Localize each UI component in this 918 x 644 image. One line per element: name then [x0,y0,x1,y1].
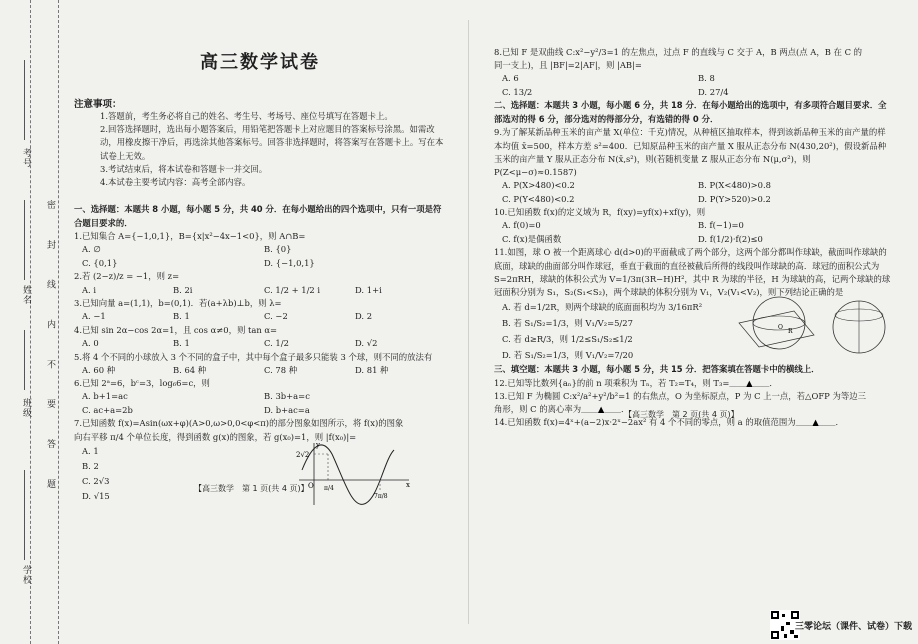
question-7-line-2: 向右平移 π/4 个单位长度，得到函数 g(x)的图象，若 g(x₀)=1，则 |f(x₀)|= [74,431,357,442]
page-2-footer: 【高三数学 第 2 页(共 4 页)】 [624,409,739,419]
q6-option-b: B. 3b+a=c [264,391,310,402]
svg-text:y: y [316,440,320,449]
question-13-line-2: 角形，则 C 的离心率为＿＿▲＿＿． [494,404,630,415]
q3-option-c: C. −2 [264,311,288,322]
question-12: 12.已知等比数列{aₙ}的前 n 项乘积为 Tₙ，若 T₂=T₄，则 T₃=＿＿▲＿＿． [494,377,778,388]
page-title: 高三数学试卷 [200,52,320,73]
q1-options [74,243,446,270]
q5-option-d: D. 81 种 [355,364,389,375]
q10-option-a: A. f(0)=0 [502,220,541,231]
q7-option-c: C. 2√3 [82,475,110,486]
q11-option-d: D. 若 S₁/S₂=1/3，则 V₁/V₂=7/20 [502,350,634,361]
question-14: 14.已知函数 f(x)=4ˣ+(a−2)x·2ˣ−2ax² 有 4 个不同的零点，则 a 的取值范围为＿＿▲＿＿． [494,417,844,428]
svg-text:O: O [778,324,783,332]
q4-options [74,337,446,351]
sphere-figures [734,293,894,365]
section-1-heading: 一、选择题：本题共 8 小题，每小题 5 分，共 40 分．在每小题给出的四个选项中，只有一项是符合题目要求的． [74,204,442,228]
q7-option-b: B. 2 [82,460,99,471]
q2-option-b: B. 2i [173,284,193,295]
page-2 [494,0,894,430]
q12-text: 12.已知等比数列{aₙ}的前 n 项乘积为 Tₙ，若 T₂=T₄，则 T₃= [494,377,730,388]
question-3: 3.已知向量 a=(1,1)，b=(0,1)．若(a+λb)⊥b，则 λ= [74,298,282,309]
svg-text:7π/8: 7π/8 [374,492,388,500]
svg-text:2√2: 2√2 [296,450,310,459]
q5-option-c: C. 78 种 [264,364,298,375]
q10-options [494,219,894,246]
question-4: 4.已知 sin 2α−cos 2α=1，且 cos α≠0，则 tan α= [74,324,278,335]
q3-option-a: A. −1 [82,311,106,322]
question-8-line-1: 8.已知 F 是双曲线 C:x²−y²/3=1 的左焦点，过点 F 的直线与 C 交于 A，B 两点(点 A，B 在 C 的 [494,47,863,57]
q8-options [494,72,894,99]
q2-option-a: A. i [82,284,97,295]
q4-option-c: C. 1/2 [264,338,289,349]
q11-option-b: B. 若 S₁/S₂=1/3，则 V₁/V₂=5/27 [502,318,633,329]
q7-block [74,440,446,504]
q13-text: 角形，则 C 的离心率为 [494,404,582,415]
svg-text:π/4: π/4 [324,484,334,492]
notice-3: 3.考试结束后，将本试卷和答题卡一并交回。 [100,163,268,174]
q8-option-c: C. 13/2 [502,86,533,97]
q3-option-b: B. 1 [173,311,190,322]
download-watermark: 三零论坛（课件、试卷）下载 [794,622,912,632]
school-label: 学校 [21,565,31,585]
q9-option-b: B. P(X<480)>0.8 [698,180,771,191]
q3-option-d: D. 2 [355,311,373,322]
q9-option-d: D. P(Y>520)>0.2 [698,193,771,204]
q5-option-b: B. 64 种 [173,364,207,375]
svg-text:O: O [308,481,314,490]
q6-option-c: C. ac+a=2b [82,404,133,415]
question-10: 10.已知函数 f(x)的定义域为 R，f(xy)=yf(x)+xf(y)，则 [494,207,706,218]
svg-text:x: x [406,480,410,489]
q8-option-b: B. 8 [698,73,715,84]
question-13-line-1: 13.已知 F 为椭圆 C:x²/a²+y²/b²=1 的右焦点，O 为坐标原点，P 为 C 上一点，若△OFP 为等边三 [494,390,866,401]
q4-option-a: A. 0 [82,338,99,349]
q5-options [74,364,446,378]
q6-option-a: A. b+1=ac [82,391,128,402]
q6-options [74,390,446,417]
svg-text:R: R [788,328,793,336]
question-5: 5.将 4 个不同的小球放入 3 个不同的盒子中，其中每个盒子最多只能装 3 个球，则不同的放法有 [74,351,433,362]
notice-1: 1.答题前，考生务必将自己的姓名、考生号、考场号、座位号填写在答题卡上。 [100,111,393,121]
q10-option-c: C. f(x)是偶函数 [502,233,562,244]
section-2-heading: 二、选择题：本题共 3 小题，每小题 6 分，共 18 分．在每小题给出的选项中，有多项符合题目要求．全部选对的得 6 分，部分选对的得部分分，有选错的得 0 分． [494,100,887,124]
q11-option-c: C. 若 d≥R/3，则 1/2≤S₁/S₂≤1/2 [502,334,633,345]
q8-option-a: A. 6 [502,73,519,84]
q1-option-c: C. {0,1} [82,257,118,268]
q9-option-c: C. P(Y<480)<0.2 [502,193,575,204]
question-2: 2.若 (2−z)/z = −1，则 z= [74,271,180,282]
q11-option-a: A. 若 d=1/2R，则两个球缺的底面面积均为 3/16πR² [502,302,703,313]
question-11: 11.如图，球 O 被一个距离球心 d(d>0)的平面截成了两个部分，这两个部分都叫作球缺，截面叫作球缺的底面，球缺的曲面部分叫作球冠，垂直于截面的直径被截后所得的线段叫作球缺的高．球冠的面积公式为 S=2πRH，球缺的体积公式为 V=1/3π(3R−H)H²，其中 R 为球的半径，H 为球缺的高，记两个球缺的球冠面积分别为 S₁，S₂(S₁<S₂)，两个球缺的体积分别为 V₁，V₂(V₁<V₂)，则下列结论正确的是 [494,247,891,298]
section-3-heading: 三、填空题：本题共 3 小题，每小题 5 分，共 15 分．把答案填在答题卡中的横线上． [494,364,820,375]
question-1: 1.已知集合 A={−1,0,1}，B={x|x²−4x−1<0}，则 A∩B= [74,231,306,242]
name-label: 姓名 [21,285,31,305]
q9-options [494,179,894,206]
q10-option-b: B. f(−1)=0 [698,220,744,231]
notice-4: 4.本试卷主要考试内容：高考全部内容。 [100,177,251,188]
q7-option-a: A. 1 [82,445,99,456]
page-1-footer: 【高三数学 第 1 页(共 4 页)】 [194,483,309,493]
sine-graph-figure [294,440,414,510]
q7-option-d: D. √15 [82,490,110,501]
q11-block [494,299,894,363]
seal-line-text: 密 封 线 内 不 要 答 题 [45,200,55,503]
q1-option-a: A. ∅ [82,244,101,255]
q2-option-d: D. 1+i [355,284,382,295]
q5-option-a: A. 60 种 [82,364,116,375]
q1-option-d: D. {−1,0,1} [264,257,315,268]
class-label: 班级 [21,398,31,418]
q4-option-d: D. √2 [355,338,378,349]
binding-margin [0,0,62,644]
q1-option-b: B. {0} [264,244,292,255]
notice-title: 注意事项： [74,99,122,110]
q2-options [74,284,446,298]
q9-option-a: A. P(X>480)<0.2 [502,180,575,191]
question-8-line-2: 同一支上)，且 |BF|=2|AF|，则 |AB|= [494,60,642,71]
q2-option-c: C. 1/2 + 1/2 i [264,284,321,295]
q6-option-d: D. b+ac=a [264,404,310,415]
question-9: 9.为了解某新品种玉米的亩产量 X(单位：千克)情况，从种植区抽取样本，得到该新品种玉米的亩产量的样本均值 x̄=500，样本方差 s²=400．已知原品种玉米的亩产量 X 服从正态分布 N(430,20²)，假设新品种玉米的亩产量 Y 服从正态分布 N(x̄,s²)，则(若随机变量 Z 服从正态分布 N(μ,σ²)，则 P(Z<μ−σ)≈0.1587) [494,127,887,178]
q8-option-d: D. 27/4 [698,86,729,97]
kaohao-label: 考号 [21,148,31,168]
q3-options [74,310,446,324]
question-7-line-1: 7.已知函数 f(x)=Asin(ωx+φ)(A>0,ω>0,0<φ<π)的部分图象如图所示，将 f(x)的图象 [74,418,404,429]
page-1 [74,0,446,504]
question-6: 6.已知 2ᵃ=6，bᶜ=3，log₆6=c，则 [74,378,210,389]
notice-2: 2.回答选择题时，选出每小题答案后，用铅笔把答题卡上对应题目的答案标号涂黑。如需改动，用橡皮擦干净后，再选涂其他答案标号。回答非选择题时，将答案写在答题卡上。写在本试卷上无效。 [100,124,444,161]
q10-option-d: D. f(1/2)·f(2)≤0 [698,233,763,244]
q4-option-b: B. 1 [173,338,190,349]
q14-text: 14.已知函数 f(x)=4ˣ+(a−2)x·2ˣ−2ax² 有 4 个不同的零点，则 a 的取值范围为 [494,417,796,428]
